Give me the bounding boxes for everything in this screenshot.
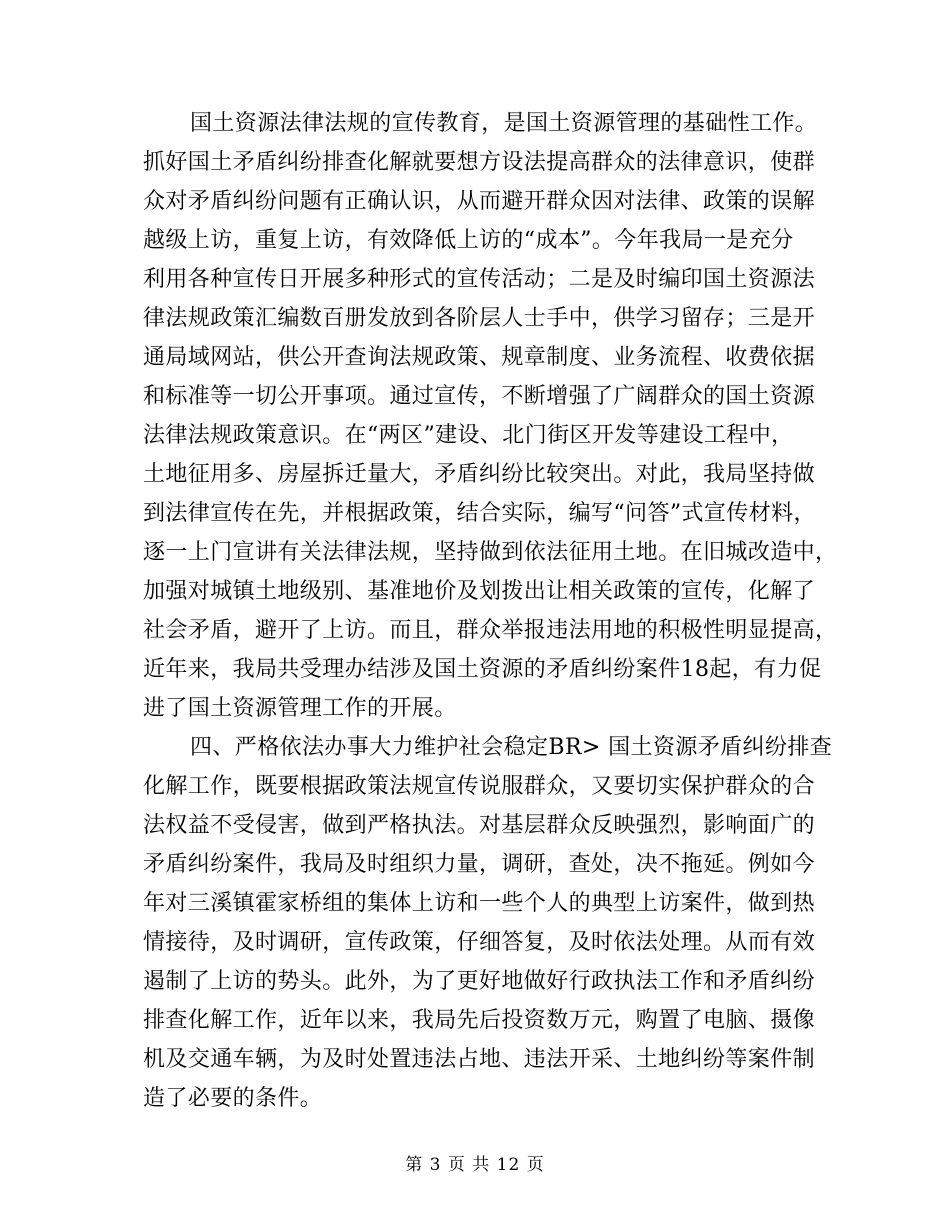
page-footer: 第 3 页 共 12 页 — [405, 1155, 545, 1175]
text-line: 到法律宣传在先，并根据政策，结合实际，编写“问答”式宣传材料， — [143, 501, 816, 526]
text-line: 法律法规政策意识。在“两区”建设、北门街区开发等建设工程中， — [143, 423, 794, 448]
text-line: 进了国土资源管理工作的开展。 — [143, 696, 457, 721]
text-line: 排查化解工作，近年以来，我局先后投资数万元，购置了电脑、摄像 — [143, 1008, 816, 1033]
text-line: 逐一上门宣讲有关法律法规，坚持做到依法征用土地。在旧城改造中， — [143, 540, 838, 565]
text-line: 抓好国土矛盾纠纷排查化解就要想方设法提高群众的法律意识，使群 — [143, 150, 816, 175]
text-line: 近年来，我局共受理办结涉及国土资源的矛盾纠纷案件18起，有力促 — [143, 657, 822, 682]
text-line: 土地征用多、房屋拆迁量大，矛盾纠纷比较突出。对此，我局坚持做 — [143, 462, 816, 487]
text-line: 越级上访，重复上访，有效降低上访的“成本”。今年我局一是充分 — [143, 228, 794, 253]
text-line: 年对三溪镇霍家桥组的集体上访和一些个人的典型上访案件，做到热 — [143, 891, 816, 916]
text-line: 矛盾纠纷案件，我局及时组织力量，调研，查处，决不拖延。例如今 — [143, 852, 816, 877]
text-line: 国土资源法律法规的宣传教育，是国土资源管理的基础性工作。 — [190, 111, 818, 136]
text-line: 情接待，及时调研，宣传政策，仔细答复，及时依法处理。从而有效 — [143, 930, 816, 955]
section-heading-line: 四、严格依法办事大力维护社会稳定BR> 国土资源矛盾纠纷排查 — [190, 735, 833, 760]
text-line: 机及交通车辆，为及时处置违法占地、违法开采、土地纠纷等案件制 — [143, 1047, 816, 1072]
text-line: 社会矛盾，避开了上访。而且，群众举报违法用地的积极性明显提高， — [143, 618, 838, 643]
text-line: 法权益不受侵害，做到严格执法。对基层群众反映强烈，影响面广的 — [143, 813, 816, 838]
text-line: 众对矛盾纠纷问题有正确认识，从而避开群众因对法律、政策的误解 — [143, 189, 816, 214]
text-line: 通局域网站，供公开查询法规政策、规章制度、业务流程、收费依据 — [143, 345, 816, 370]
text-line: 和标准等一切公开事项。通过宣传，不断增强了广阔群众的国土资源 — [143, 384, 816, 409]
text-line: 造了必要的条件。 — [143, 1086, 323, 1111]
text-line: 利用各种宣传日开展多种形式的宣传活动；二是及时编印国土资源法 — [143, 267, 816, 292]
text-line: 化解工作，既要根据政策法规宣传说服群众，又要切实保护群众的合 — [143, 774, 816, 799]
text-line: 加强对城镇土地级别、基准地价及划拨出让相关政策的宣传，化解了 — [143, 579, 816, 604]
text-line: 律法规政策汇编数百册发放到各阶层人士手中，供学习留存；三是开 — [143, 306, 816, 331]
text-line: 遏制了上访的势头。此外，为了更好地做好行政执法工作和矛盾纠纷 — [143, 969, 816, 994]
